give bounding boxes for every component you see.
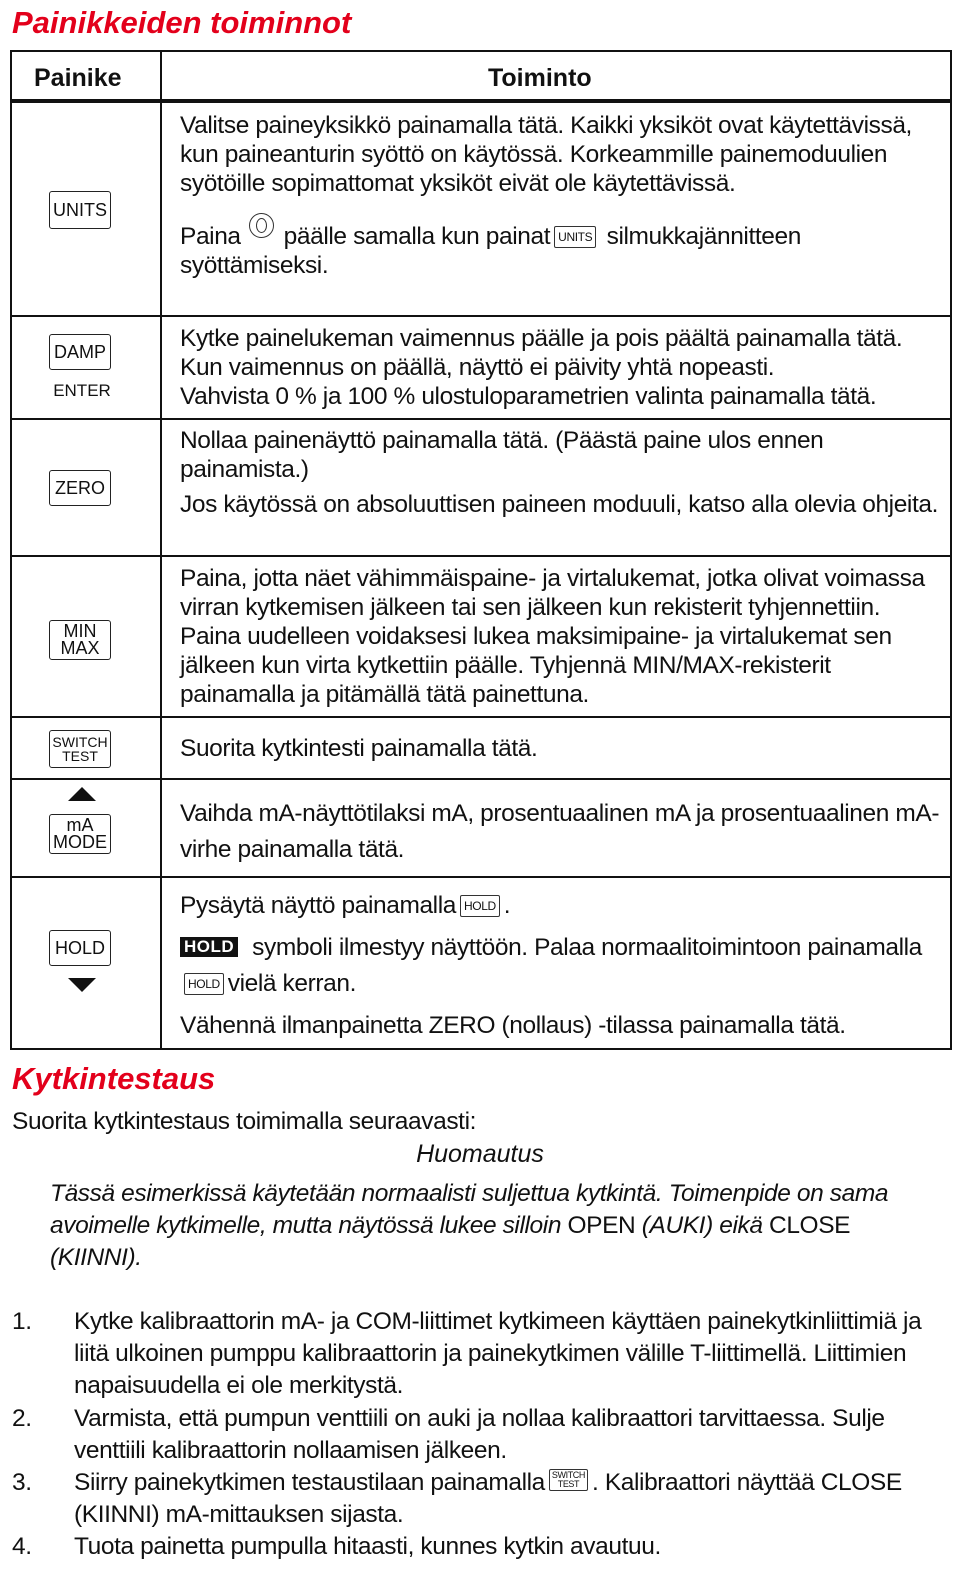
section-heading-switch-test: Kytkintestaus: [12, 1061, 216, 1096]
units-description: Valitse paineyksikkö painamalla tätä. Kaikki yksiköt ovat käytettävissä, kun paineanturin syöttö on käytössä. Korkeammille painemoduulien syötöille sopimattomat yksiköt eivät ole käytettävissä. Paina päälle samalla kun painat UNITS silmukkajännitteen syöttämiseksi.: [180, 112, 912, 279]
row-divider: [12, 418, 950, 420]
step-number: 4.: [12, 1533, 32, 1560]
switch-test-description: Suorita kytkintesti painamalla tätä.: [180, 735, 538, 762]
damp-description: Kytke painelukeman vaimennus päälle ja pois päältä painamalla tätä. Kun vaimennus on päällä, näyttö ei päivity yhtä nopeasti. Vahvista 0 % ja 100 % ulostuloparametrien valinta painamalla tätä.: [180, 325, 903, 410]
units-key-icon: UNITS: [49, 191, 111, 229]
step-number: 3.: [12, 1469, 32, 1496]
ma-mode-key-icon: mA MODE: [49, 814, 111, 854]
header-divider: [12, 99, 950, 103]
button-function-table: [10, 50, 952, 1050]
ma-mode-description: Vaihda mA-näyttötilaksi mA, prosentuaalinen mA ja prosentuaalinen mA-virhe painamalla tätä.: [180, 800, 940, 863]
step-text: Kytke kalibraattorin mA- ja COM-liittimet kytkimeen käyttäen painekytkinliittimiä ja liitä ulkoinen pumppu kalibraattorin ja painekytkimen välille T-liittimellä. Liittimien napaisuudella ei ole merkitystä.: [74, 1308, 922, 1399]
switch-test-key-icon: SWITCH TEST: [49, 730, 111, 768]
section-heading-button-functions: Painikkeiden toiminnot: [12, 5, 352, 40]
row-divider: [12, 876, 950, 878]
hold-display-symbol: HOLD: [180, 937, 238, 957]
hold-key-icon: HOLD: [49, 930, 111, 966]
units-inline-key-icon: UNITS: [554, 226, 596, 248]
note-title: Huomautus: [416, 1140, 544, 1168]
step-text: Siirry painekytkimen testaustilaan painamalla SWITCH TEST . Kalibraattori näyttää CLOSE (KIINNI) mA-mittauksen sijasta.: [74, 1469, 902, 1528]
header-button: Painike: [34, 64, 122, 92]
min-max-key-icon: MIN MAX: [49, 620, 111, 660]
intro-text: Suorita kytkintestaus toimimalla seuraavasti:: [12, 1108, 477, 1135]
step-number: 1.: [12, 1308, 32, 1335]
zero-key-icon: ZERO: [49, 470, 111, 506]
row-divider: [12, 555, 950, 557]
hold-description: Pysäytä näyttö painamalla HOLD . HOLD symboli ilmestyy näyttöön. Palaa normaalitoimintoon painamallaHOLD vielä kerran. Vähennä ilmanpainetta ZERO (nollaus) -tilassa painamalla tätä.: [180, 892, 922, 1039]
power-icon: [249, 213, 274, 238]
switch-test-inline-key-icon: SWITCH TEST: [549, 1469, 588, 1491]
note-body: Tässä esimerkissä käytetään normaalisti suljettua kytkintä. Toimenpide on sama avoimelle kytkimelle, mutta näytössä lukee silloin OPEN (AUKI) eikä CLOSE (KIINNI).: [50, 1180, 889, 1271]
row-divider: [12, 716, 950, 718]
step-text: Tuota painetta pumpulla hitaasti, kunnes kytkin avautuu.: [74, 1533, 661, 1560]
min-max-description: Paina, jotta näet vähimmäispaine- ja virtalukemat, jotka olivat voimassa virran kytkemisen jälkeen tai sen jälkeen kun rekisterit tyhjennettiin. Paina uudelleen voidaksesi lukea maksimipaine- ja virtalukemat sen jälkeen kun virta kytkettiin päälle. Tyhjennä MIN/MAX-rekisterit painamalla ja pitämällä tätä painettuna.: [180, 565, 925, 708]
column-divider: [160, 52, 162, 1048]
step-number: 2.: [12, 1405, 32, 1432]
row-divider: [12, 778, 950, 780]
enter-label: ENTER: [53, 381, 111, 400]
hold-inline-key-icon: HOLD: [460, 895, 500, 917]
damp-key-icon: DAMP: [49, 334, 111, 370]
row-divider: [12, 315, 950, 317]
zero-description: Nollaa painenäyttö painamalla tätä. (Päästä paine ulos ennen painamista.) Jos käytössä on absoluuttisen paineen moduuli, katso alla olevia ohjeita.: [180, 427, 939, 518]
up-arrow-icon: [68, 787, 96, 801]
down-arrow-icon: [68, 978, 96, 992]
header-function: Toiminto: [488, 64, 592, 92]
step-text: Varmista, että pumpun venttiili on auki ja nollaa kalibraattori tarvittaessa. Sulje venttiili kalibraattorin nollaamisen jälkeen.: [74, 1405, 885, 1464]
hold-inline-key-icon: HOLD: [184, 973, 224, 995]
